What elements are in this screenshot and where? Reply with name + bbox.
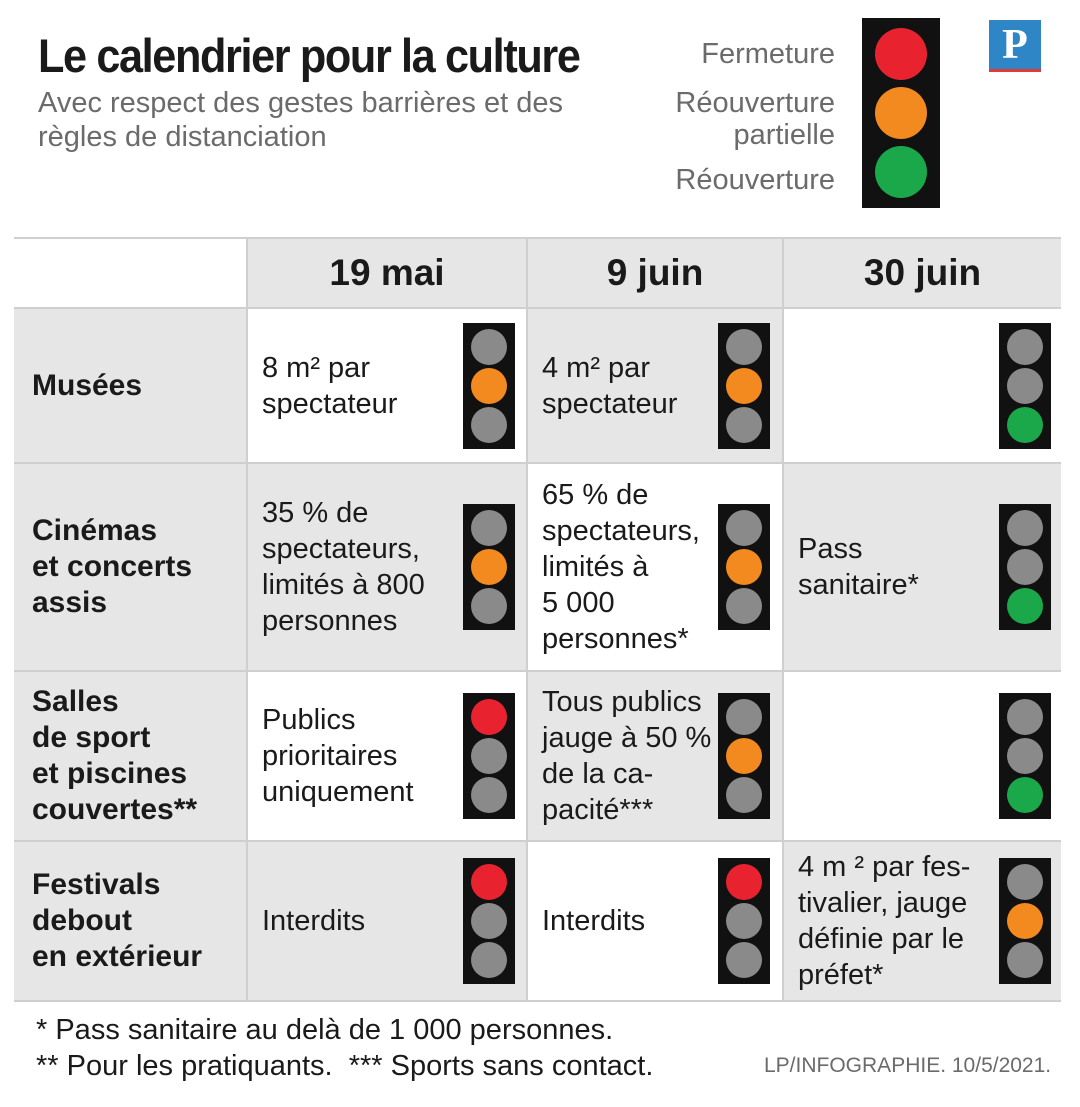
lamp-icon: [471, 903, 507, 939]
table-cell: [246, 672, 526, 842]
lamp-icon: [1007, 699, 1043, 735]
row-label: Musées: [14, 309, 246, 464]
table-cell: [246, 464, 526, 672]
lamp-icon: [726, 903, 762, 939]
lamp-icon: [471, 510, 507, 546]
lamp-icon: [726, 588, 762, 624]
lamp-icon: [1007, 368, 1043, 404]
traffic-light-icon: [463, 323, 515, 449]
lamp-icon: [471, 329, 507, 365]
lamp-icon: [1007, 864, 1043, 900]
lamp-icon: [1007, 588, 1043, 624]
lamp-icon: [1007, 903, 1043, 939]
cell-text: Tous publics jauge à 50 % de la ca- pacité***: [542, 686, 712, 826]
lamp-icon: [471, 407, 507, 443]
legend-label-reouverture-partielle: Réouverture partielle: [675, 87, 835, 151]
green-lamp-icon: [875, 146, 927, 198]
table-corner: [14, 239, 246, 309]
footnotes: [36, 1012, 653, 1084]
lamp-icon: [726, 407, 762, 443]
lamp-icon: [726, 329, 762, 365]
traffic-light-icon: [718, 858, 770, 984]
table-cell: [782, 464, 1061, 672]
traffic-light-icon: [999, 323, 1051, 449]
footnote-pratiquants: ** Pour les pratiquants. *** Sports sans contact.: [36, 1050, 654, 1082]
cell-text: Publics prioritaires uniquement: [262, 704, 414, 808]
credit: LP/INFOGRAPHIE. 10/5/2021.: [764, 1054, 1052, 1077]
column-header: 19 mai: [246, 239, 526, 309]
le-parisien-logo: P: [989, 20, 1041, 72]
traffic-light-icon: [999, 693, 1051, 819]
lamp-icon: [471, 864, 507, 900]
orange-lamp-icon: [875, 87, 927, 139]
row-label: Salles de sport et piscines couvertes**: [14, 672, 246, 842]
lamp-icon: [471, 588, 507, 624]
legend-traffic-light-icon: [862, 18, 940, 208]
lamp-icon: [726, 864, 762, 900]
cell-text: 35 % de spectateurs, limités à 800 personnes: [262, 497, 425, 637]
table-cell: [782, 842, 1061, 1002]
table-cell: [246, 309, 526, 464]
lamp-icon: [1007, 549, 1043, 585]
lamp-icon: [726, 777, 762, 813]
row-label: Cinémas et concerts assis: [14, 464, 246, 672]
subtitle: Avec respect des gestes barrières et des règles de distanciation: [38, 87, 563, 153]
traffic-light-icon: [999, 858, 1051, 984]
lamp-icon: [471, 368, 507, 404]
lamp-icon: [1007, 942, 1043, 978]
traffic-light-icon: [718, 504, 770, 630]
traffic-light-icon: [463, 693, 515, 819]
lamp-icon: [1007, 329, 1043, 365]
table-cell: [782, 672, 1061, 842]
page-title: Le calendrier pour la culture: [38, 29, 580, 82]
lamp-icon: [726, 942, 762, 978]
cell-text: 4 m ² par fes- tivalier, jauge définie par le préfet*: [798, 851, 971, 991]
lamp-icon: [1007, 510, 1043, 546]
lamp-icon: [726, 510, 762, 546]
table-cell: [526, 309, 782, 464]
legend-label-reouverture: Réouverture: [675, 164, 835, 196]
traffic-light-icon: [463, 858, 515, 984]
traffic-light-icon: [999, 504, 1051, 630]
column-header: 30 juin: [782, 239, 1061, 309]
lamp-icon: [471, 699, 507, 735]
cell-text: 65 % de spectateurs, limités à 5 000 personnes*: [542, 479, 700, 655]
table-cell: [782, 309, 1061, 464]
table-cell: [526, 672, 782, 842]
cell-text: 4 m² par spectateur: [542, 351, 678, 420]
lamp-icon: [471, 777, 507, 813]
lamp-icon: [471, 942, 507, 978]
table-cell: [526, 464, 782, 672]
lamp-icon: [1007, 407, 1043, 443]
column-header: 9 juin: [526, 239, 782, 309]
table-cell: [246, 842, 526, 1002]
lamp-icon: [1007, 777, 1043, 813]
schedule-table: [14, 237, 1061, 1002]
footnote-pass-sanitaire: * Pass sanitaire au delà de 1 000 personnes.: [36, 1014, 614, 1046]
lamp-icon: [726, 368, 762, 404]
lamp-icon: [471, 549, 507, 585]
table-cell: [526, 842, 782, 1002]
traffic-light-icon: [463, 504, 515, 630]
legend-label-fermeture: Fermeture: [701, 38, 835, 70]
cell-text: Interdits: [262, 905, 366, 937]
lamp-icon: [726, 699, 762, 735]
red-lamp-icon: [875, 28, 927, 80]
traffic-light-icon: [718, 323, 770, 449]
lamp-icon: [1007, 738, 1043, 774]
row-label: Festivals debout en extérieur: [14, 842, 246, 1002]
cell-text: Interdits: [542, 905, 646, 937]
cell-text: 8 m² par spectateur: [262, 351, 398, 420]
traffic-light-icon: [718, 693, 770, 819]
cell-text: Pass sanitaire*: [798, 533, 919, 601]
lamp-icon: [471, 738, 507, 774]
lamp-icon: [726, 549, 762, 585]
lamp-icon: [726, 738, 762, 774]
